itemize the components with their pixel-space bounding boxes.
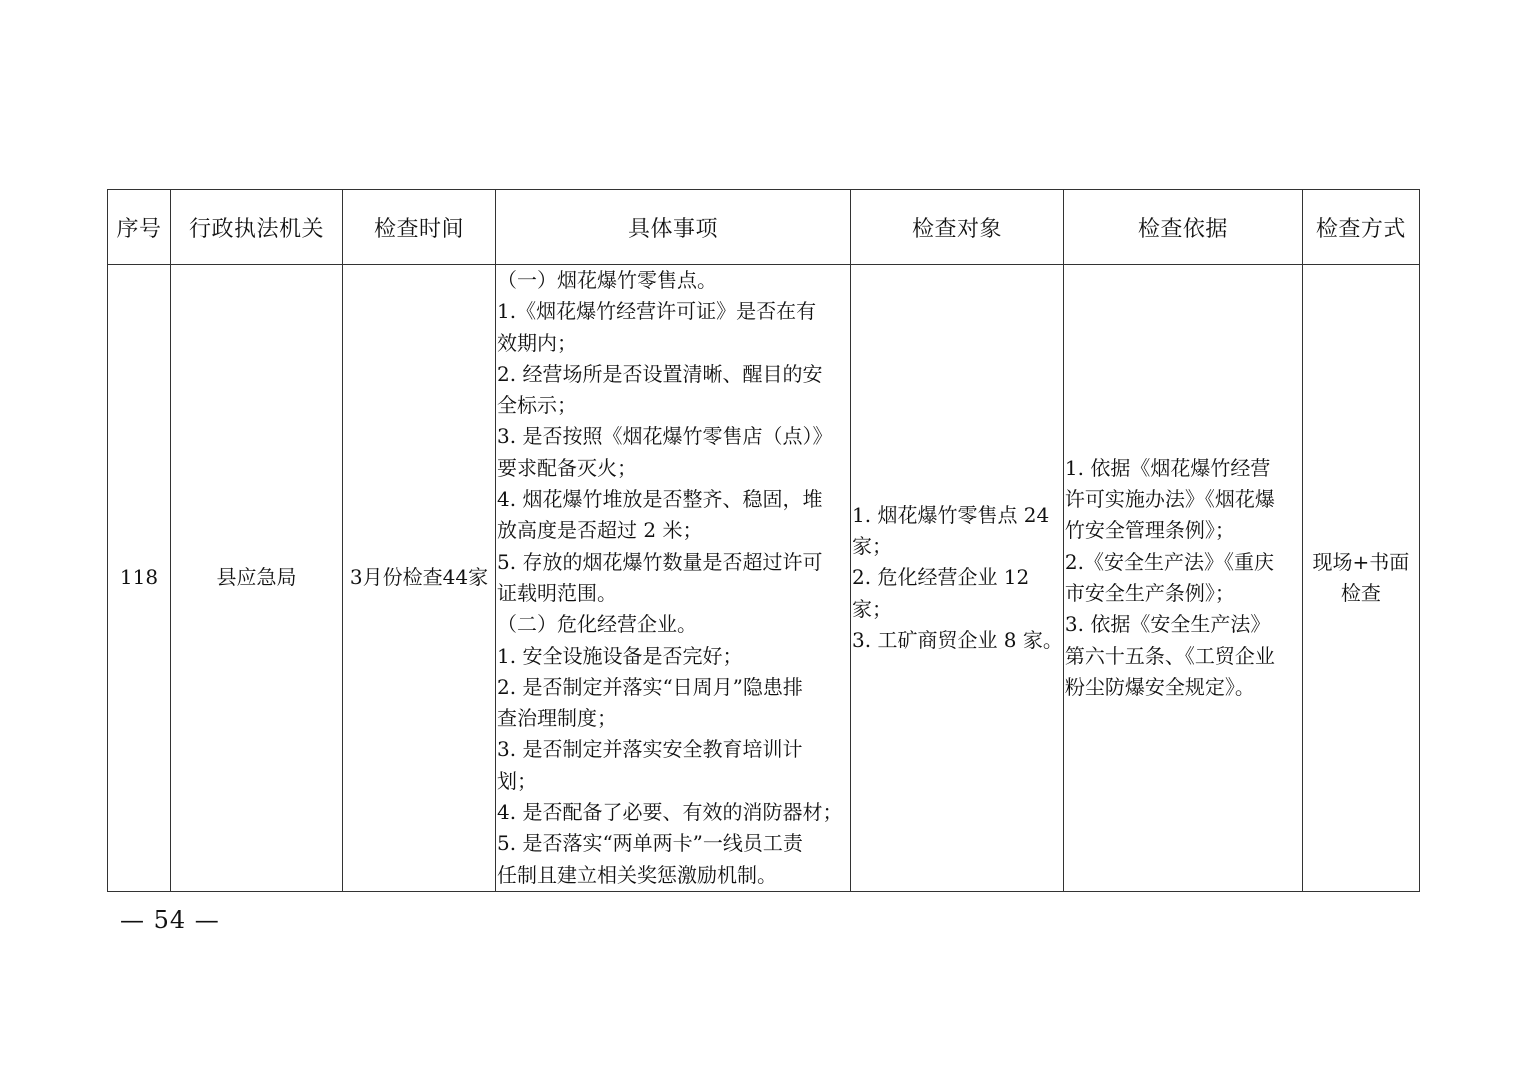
row-items [496, 265, 851, 892]
text-line: 2. 是否制定并落实“日周月”隐患排 [497, 674, 803, 699]
text-line: 市安全生产条例》； [1064, 580, 1235, 605]
header-cell-basis: 检查依据 [1063, 190, 1302, 265]
text-line: 粉尘防爆安全规定》。 [1064, 674, 1255, 699]
text-line: 5. 存放的烟花爆竹数量是否超过许可 [497, 549, 823, 574]
text-line: 3. 是否按照《烟花爆竹零售店（点）》 [497, 424, 833, 449]
header-cell-time: 检查时间 [343, 190, 496, 265]
text-line: 放高度是否超过 2 米； [497, 518, 703, 543]
text-line: 检查 [1340, 580, 1381, 605]
method-text [1303, 547, 1419, 610]
text-line: 效期内； [497, 330, 577, 355]
text-line: 家； [852, 534, 892, 559]
row-method [1302, 265, 1419, 892]
header-cell-items: 具体事项 [496, 190, 851, 265]
text-line: 查治理制度； [497, 706, 617, 731]
text-line: （一）烟花爆竹零售点。 [497, 268, 717, 292]
row-basis [1063, 265, 1302, 892]
inspection-table [107, 189, 1420, 892]
row-agency: 县应急局 [171, 265, 343, 892]
text-line: 要求配备灭火； [497, 455, 637, 480]
text-line: 第六十五条、《工贸企业 [1064, 643, 1275, 668]
page-number: — 54 — [120, 906, 220, 934]
row-time: 3月份检查44家 [343, 265, 496, 892]
items-text [497, 265, 850, 891]
row-number: 118 [108, 265, 171, 892]
text-line: 1. 烟花爆竹零售点 24 [852, 502, 1050, 527]
text-line: 1. 依据《烟花爆竹经营 [1064, 455, 1271, 480]
text-line: 1.《烟花爆竹经营许可证》是否在有 [497, 299, 817, 324]
text-line: 竹安全管理条例》； [1064, 518, 1235, 543]
text-line: 划； [497, 768, 537, 793]
text-line: 1. 安全设施设备是否完好； [497, 643, 743, 668]
text-line: 4. 烟花爆竹堆放是否整齐、稳固，堆 [497, 487, 823, 512]
text-line: 全标示； [497, 393, 577, 418]
text-line: （二）危化经营企业。 [497, 612, 697, 637]
text-line: 3. 工矿商贸企业 8 家。 [852, 627, 1063, 652]
header-cell-agency: 行政执法机关 [171, 190, 343, 265]
basis-text [1065, 453, 1302, 703]
header-cell-method: 检查方式 [1302, 190, 1419, 265]
text-line: 任制且建立相关奖惩激励机制。 [497, 862, 777, 887]
text-line: 家； [852, 596, 892, 621]
text-line: 2. 经营场所是否设置清晰、醒目的安 [497, 361, 823, 386]
text-line: 2. 危化经营企业 12 [852, 565, 1030, 590]
table-row [108, 265, 1420, 892]
text-line: 4. 是否配备了必要、有效的消防器材； [497, 800, 843, 825]
text-line: 5. 是否落实“两单两卡”一线员工责 [497, 831, 803, 856]
header-cell-targets: 检查对象 [851, 190, 1064, 265]
targets-text [852, 500, 1063, 656]
text-line: 许可实施办法》《烟花爆 [1064, 487, 1275, 512]
text-line: 现场+书面 [1312, 549, 1410, 574]
header-row [108, 190, 1420, 265]
header-cell-number: 序号 [108, 190, 171, 265]
row-targets [851, 265, 1064, 892]
text-line: 3. 是否制定并落实安全教育培训计 [497, 737, 803, 762]
text-line: 3. 依据《安全生产法》 [1064, 612, 1271, 637]
text-line: 证载明范围。 [497, 580, 617, 605]
text-line: 2.《安全生产法》《重庆 [1064, 549, 1274, 574]
